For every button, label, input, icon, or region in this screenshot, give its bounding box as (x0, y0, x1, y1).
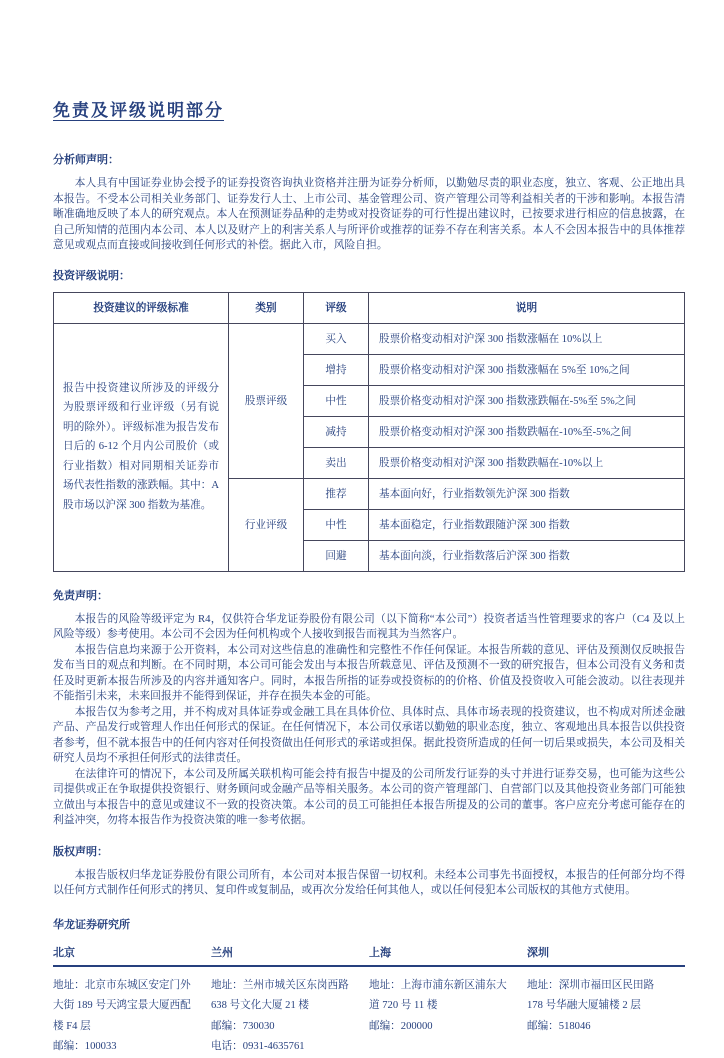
office-addresses-row (53, 967, 685, 1058)
rating-table-header-row (54, 292, 685, 323)
rating-explanation-section (53, 267, 685, 572)
rating-table (53, 292, 685, 572)
office-address-line: 地址：深圳市福田区民田路 (527, 979, 655, 991)
office-address-line: 电话：0931-4635761 (211, 1041, 305, 1052)
disclaimer-paragraph: 本报告仅为参考之用，并不构成对具体证券或金融工具在具体价位、具体时点、具体市场表现的投资建议，也不构成对所述金融产品、产品发行或管理人作出任何形式的保证。在任何情况下，本公司仅承诺以勤勉的职业态度，独立、客观地出具本报告以供投资者参考，但不就本报告中的任何内容对任何投资做出任何形式的承诺或担保。据此投资所造成的任何一切后果或损失，本公司及相关研究人员均不承担任何形式的法律责任。 (53, 705, 685, 764)
category-cell: 行业评级 (229, 478, 304, 571)
rating-row (54, 323, 685, 354)
disclaimer-paragraph: 在法律许可的情况下，本公司及所属关联机构可能会持有报告中提及的公司所发行证券的头寸并进行证券交易，也可能为这些公司提供或正在争取提供投资银行、财务顾问或金融产品等相关服务。本公司的资产管理部门、自营部门以及其他投资业务部门可能独立做出与本报告中的意见或建议不一致的投资决策。本公司的员工可能担任本报告所提及的公司的董事。客户应充分考虑可能存在的利益冲突，勿将本报告作为投资决策的唯一参考依据。 (53, 767, 685, 826)
office-cities-row (53, 944, 685, 967)
analyst-statement-body: 本人具有中国证券业协会授予的证券投资咨询执业资格并注册为证券分析师，以勤勉尽责的职业态度，独立、客观、公正地出具本报告。不受本公司相关业务部门、证券发行人士、上市公司、基金管理公司、资产管理公司等利益相关者的干涉和影响。本报告清晰准确地反映了本人的研究观点。本人在预测证券品种的走势或对投资证券的可行性提出建议时，已按要求进行相应的信息披露，在自己所知情的范围内本公司、本人以及财产上的利害关系人与所评价或推荐的证券不存在利害关系。本人不会因本报告中的具体推荐意见或观点而直接或间接收到任何形式的补偿。据此入市，风险自担。 (53, 177, 685, 251)
office-city: 上海 (369, 946, 391, 959)
disclaimer-section (53, 587, 685, 829)
office-address (527, 976, 685, 1058)
rating-table-body (54, 323, 685, 571)
research-institute-heading: 华龙证券研究所 (53, 918, 130, 931)
office-address (53, 976, 211, 1058)
research-institute-section (53, 916, 685, 1058)
rating-explanation-heading: 投资评级说明： (53, 269, 130, 282)
rating-description-cell: 股票价格变动相对沪深 300 指数涨幅在 5%至 10%之间 (369, 354, 685, 385)
rating-description-cell: 基本面向好，行业指数领先沪深 300 指数 (369, 478, 685, 509)
copyright-body: 本报告版权归华龙证券股份有限公司所有，本公司对本报告保留一切权利。未经本公司事先书面授权，本报告的任何部分均不得以任何方式制作任何形式的拷贝、复印件或复制品，或再次分发给任何其他人，或以任何侵犯本公司版权的其他方式使用。 (53, 868, 685, 896)
category-cell: 股票评级 (229, 323, 304, 478)
office-address (369, 976, 527, 1058)
rating-level-cell: 推荐 (304, 478, 369, 509)
rating-level-cell: 中性 (304, 385, 369, 416)
rating-level-cell: 卖出 (304, 447, 369, 478)
rating-description-cell: 股票价格变动相对沪深 300 指数涨幅在 10%以上 (369, 323, 685, 354)
office-address-line: 邮编：100033 (53, 1041, 117, 1052)
rating-level-cell: 增持 (304, 354, 369, 385)
header-category: 类别 (229, 292, 304, 323)
rating-table-head (54, 292, 685, 323)
rating-level-cell: 减持 (304, 416, 369, 447)
copyright-section (53, 843, 685, 899)
office-address-line: 638 号文化大厦 21 楼 (211, 1000, 309, 1011)
rating-level-cell: 买入 (304, 323, 369, 354)
page-title: 免责及评级说明部分 (53, 101, 224, 120)
office-address-line: 邮编：730030 (211, 1020, 275, 1032)
rating-description-cell: 基本面稳定，行业指数跟随沪深 300 指数 (369, 509, 685, 540)
analyst-statement-section (53, 151, 685, 254)
office-address-line: 楼 F4 层 (53, 1020, 91, 1032)
rating-description-cell: 股票价格变动相对沪深 300 指数涨跌幅在-5%至 5%之间 (369, 385, 685, 416)
office-city: 北京 (53, 946, 75, 959)
office-address (211, 976, 369, 1058)
disclaimer-paragraph: 本报告信息均来源于公开资料，本公司对这些信息的准确性和完整性不作任何保证。本报告所载的意见、评估及预测仅反映报告发布当日的观点和判断。在不同时期，本公司可能会发出与本报告所载意见、评估及预测不一致的研究报告，但本公司没有义务和责任及时更新本报告所涉及的内容并通知客户。同时，本报告所指的证券或投资标的的价格、价值及投资收入可能会波动。以往表现并不能指引未来，未来回报并不能得到保证，并存在损失本金的可能。 (53, 643, 685, 702)
rating-level-cell: 回避 (304, 540, 369, 571)
header-level: 评级 (304, 292, 369, 323)
analyst-statement-heading: 分析师声明： (53, 154, 119, 166)
office-address-line: 道 720 号 11 楼 (369, 1000, 438, 1011)
office-address-line: 地址：兰州市城关区东岗西路 (211, 979, 349, 991)
header-criteria: 投资建议的评级标准 (54, 292, 229, 323)
rating-description-cell: 基本面向淡，行业指数落后沪深 300 指数 (369, 540, 685, 571)
disclaimer-heading: 免责声明： (53, 589, 108, 602)
office-city: 兰州 (211, 946, 233, 959)
office-address-line: 邮编：200000 (369, 1020, 433, 1032)
copyright-heading: 版权声明： (53, 845, 108, 858)
office-address-line: 地址：北京市东城区安定门外 (53, 979, 191, 991)
office-address-line: 大街 189 号天鸿宝景大厦西配 (53, 1000, 191, 1011)
rating-description-cell: 股票价格变动相对沪深 300 指数跌幅在-10%至-5%之间 (369, 416, 685, 447)
rating-level-cell: 中性 (304, 509, 369, 540)
office-address-line: 邮编：518046 (527, 1020, 591, 1032)
office-city: 深圳 (527, 946, 549, 959)
criteria-cell: 报告中投资建议所涉及的评级分为股票评级和行业评级（另有说明的除外）。评级标准为报告发布日后的 6-12 个月内公司股价（或行业指数）相对同期相关证券市场代表性指数的涨跌幅。其中：A 股市场以沪深 300 指数为基准。 (54, 323, 229, 571)
header-description: 说明 (369, 292, 685, 323)
rating-description-cell: 股票价格变动相对沪深 300 指数跌幅在-10%以上 (369, 447, 685, 478)
office-address-line: 178 号华融大厦辅楼 2 层 (527, 1000, 641, 1011)
disclaimer-paragraph: 本报告的风险等级评定为 R4，仅供符合华龙证券股份有限公司（以下简称“本公司”）投资者适当性管理要求的客户（C4 及以上风险等级）参考使用。本公司不会因为任何机构或个人接收到报告而视其为当然客户。 (53, 612, 685, 640)
office-address-line: 地址：上海市浦东新区浦东大 (369, 979, 507, 991)
